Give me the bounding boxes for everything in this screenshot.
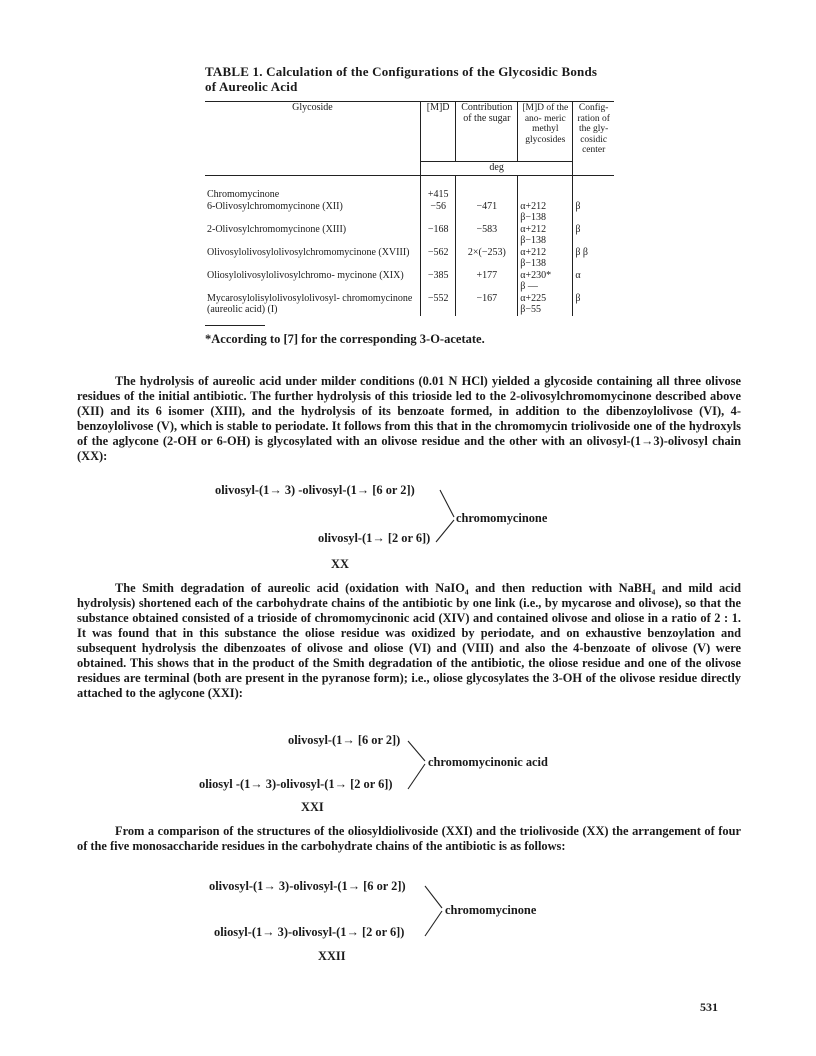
row-glycoside: 6-Olivosylchromomycinone (XII) [207,201,343,212]
xxii-lower-bracket [425,911,442,936]
row-anomeric: α+230* β — [518,270,573,293]
row-md: −562 [420,247,456,270]
row-config: β [573,201,614,224]
formula-xx-top: olivosyl-(1→ 3) -olivosyl-(1→ [6 or 2]) [215,483,415,497]
page-number: 531 [700,1000,718,1014]
table-caption-line1: TABLE 1. Calculation of the Configurations of the Glycosidic Bonds [205,64,598,79]
formula-xxi-right: chromomycinonic acid [428,755,548,769]
formula-xxii-top: olivosyl-(1→ 3)-olivosyl-(1→ [6 or 2]) [209,879,406,893]
formula-xxii-label: XXII [318,949,346,963]
row-config: β [573,293,614,316]
row-config: β β [573,247,614,270]
row-md: +415 [420,175,456,201]
header-configuration: Config- ration of the gly- cosidic center [573,102,614,176]
row-config: β [573,224,614,247]
header-md: [M]D [420,102,456,162]
row-anomeric: α+225 β−55 [518,293,573,316]
row-md: −56 [420,201,456,224]
formula-xx-bottom: olivosyl-(1→ [2 or 6]) [318,531,431,545]
row-contribution: −167 [456,293,518,316]
row-config: α [573,270,614,293]
xxi-upper-bracket [408,741,425,761]
xxii-upper-bracket [425,886,442,908]
header-glycoside: Glycoside [205,102,420,176]
xx-lower-bracket [436,520,454,542]
row-glycoside: Olivosylolivosylolivosylchromomycinone (XVIII) [207,247,410,258]
row-glycoside: Chromomycinone [207,188,280,200]
row-contribution: −583 [456,224,518,247]
row-anomeric: α+212 β−138 [518,224,573,247]
formula-xxi-bottom: oliosyl -(1→ 3)-olivosyl-(1→ [2 or 6]) [199,777,393,791]
row-anomeric: α+212 β−138 [518,201,573,224]
row-anomeric: α+212 β−138 [518,247,573,270]
table-caption-line2: of Aureolic Acid [205,79,298,94]
formula-xxii-bottom: oliosyl-(1→ 3)-olivosyl-(1→ [2 or 6]) [214,925,405,939]
row-glycoside: Mycarosylolisylolivosylolivosyl- chromomycinone (aureolic acid) (I) [207,293,413,315]
paragraph-1: The hydrolysis of aureolic acid under milder conditions (0.01 N HCl) yielded a glycoside containing all three olivose residues of the initial antibiotic. The further hydrolysis of this trioside led to the 2-olivosylchromomycinone described above (XII) and its 6 isomer (XIII), and the hydrolysis of its benzoate formed, in addition to the dibenzoylolivose (VI), 4-benzoylolivose (V), which is stable to periodate. It follows from this that in the chromomycin triolivoside one of the hydroxyls of the aglycone (2-OH or 6-OH) is glycosylated with an olivose residue and the other with an olivosyl-(1→3)-olivosyl chain (XX): [77,374,741,463]
row-md: −168 [420,224,456,247]
row-md: −385 [420,270,456,293]
row-glycoside: Oliosylolivosylolivosylchromo- mycinone (XIX) [207,270,404,281]
formula-xx-right: chromomycinone [456,511,548,525]
deg-unit-label: deg [420,162,572,176]
table-footnote: *According to [7] for the corresponding 3-O-acetate. [205,332,485,346]
paragraph-3: From a comparison of the structures of the oliosyldiolivoside (XXI) and the triolivoside (XX) the arrangement of four of the five monosaccharide residues in the carbohydrate chains of the antibiotic is as follows: [77,824,741,853]
header-anomeric: [M]D of the ano- meric methyl glycosides [518,102,573,162]
formula-xxi-top: olivosyl-(1→ [6 or 2]) [288,733,401,747]
formula-xxi-label: XXI [301,800,324,814]
header-contribution: Contribution of the sugar [456,102,518,162]
row-contribution: −471 [456,201,518,224]
row-contribution: 2×(−253) [456,247,518,270]
xx-upper-bracket [440,490,454,517]
formula-xxii-right: chromomycinone [445,903,537,917]
row-glycoside: 2-Olivosylchromomycinone (XIII) [207,224,347,235]
formula-xx-label: XX [331,557,349,571]
xxi-lower-bracket [408,764,425,789]
paragraph-2: The Smith degradation of aureolic acid (oxidation with NaIO₄ and then reduction with NaBH₄ and mild acid hydrolysis) shortened each of the carbohydrate chains of the antibiotic by one link (i.e., by mycarose and olivose), so that the substance obtained consisted of a trioside of chromomycinonic acid (XIV) and contained olivose and oliose in a ratio of 2 : 1. It was found that in this substance the oliose residue was oxidized by periodate, and on exhaustive benzoylation and subsequent hydrolysis the dibenzoates of olivose and oliose (VI) and (VIII) and also the 4-benzoate of olivose (V) were obtained. This shows that in the product of the Smith degradation of the antibiotic, the oliose residue and one of the olivose residues are terminal (both are present in the pyranose form); i.e., oliose glycosylates the 3-OH of the olivose residue directly attached to the aglycone (XXI): [77,581,741,700]
row-md: −552 [420,293,456,316]
row-contribution: +177 [456,270,518,293]
